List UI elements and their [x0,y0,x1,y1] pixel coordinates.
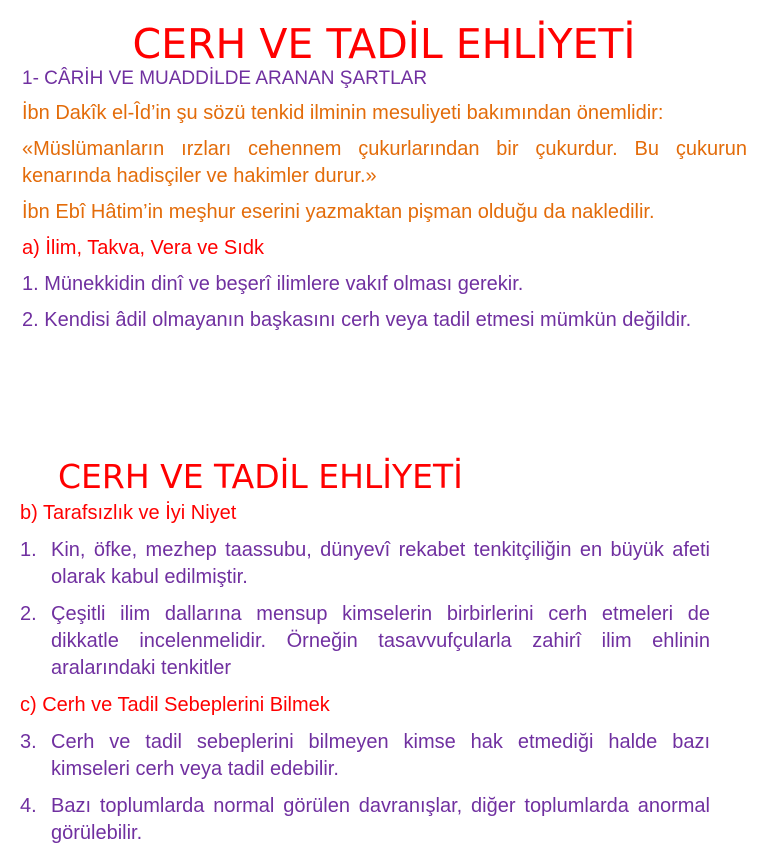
list-item-text: Cerh ve tadil sebeplerini bilmeyen kimse hak etmediği halde bazı kimseleri cerh veya tadil edebilir. [51,731,710,780]
list-item-text: Çeşitli ilim dallarına mensup kimselerin birbirlerini cerh etmeleri de dikkatle incelenmelidir. Örneğin tasavvufçularla zahirî ilim ehlinin aralarındaki tenkitler [51,603,710,679]
quote-paragraph: «Müslümanların ırzları cehennem çukurlarından bir çukurdur. Bu çukurun kenarında hadisçiler ve hakimler durur.» [22,138,747,187]
list-item-text: Bazı toplumlarda normal görülen davranışlar, diğer toplumlarda anormal görülebilir. [51,795,710,844]
slide-1-title: CERH VE TADİL EHLİYETİ [132,20,636,68]
intro-paragraph: İbn Dakîk el-Îd’in şu sözü tenkid ilminin mesuliyeti bakımından önemlidir: [22,102,664,124]
list-item [20,729,710,783]
list-item-number: 1. [20,539,37,561]
section-a-heading: a) İlim, Takva, Vera ve Sıdk [22,237,264,259]
list-item [20,793,710,847]
slide-2-title: CERH VE TADİL EHLİYETİ [58,457,463,496]
list-item-number: 4. [20,795,37,817]
slide-2-body [20,500,710,857]
section-b-heading: b) Tarafsızlık ve İyi Niyet [20,502,237,524]
point-1: 1. Münekkidin dinî ve beşerî ilimlere vakıf olması gerekir. [22,273,524,295]
point-2: 2. Kendisi âdil olmayanın başkasını cerh veya tadil etmesi mümkün değildir. [22,309,692,331]
slide-2 [0,440,768,866]
slide-1-subtitle: 1- CÂRİH VE MUADDİLDE ARANAN ŞARTLAR [22,68,428,89]
list-item-text: Kin, öfke, mezhep taassubu, dünyevî rekabet tenkitçiliğin en büyük afeti olarak kabul edilmiştir. [51,539,710,588]
list-item-number: 2. [20,603,37,625]
regret-paragraph: İbn Ebî Hâtim’in meşhur eserini yazmaktan pişman olduğu da nakledilir. [22,201,655,223]
list-item-number: 3. [20,731,37,753]
section-c-heading: c) Cerh ve Tadil Sebeplerini Bilmek [20,694,330,716]
list-item [20,601,710,682]
list-item [20,537,710,591]
slide-1-body [22,100,747,343]
